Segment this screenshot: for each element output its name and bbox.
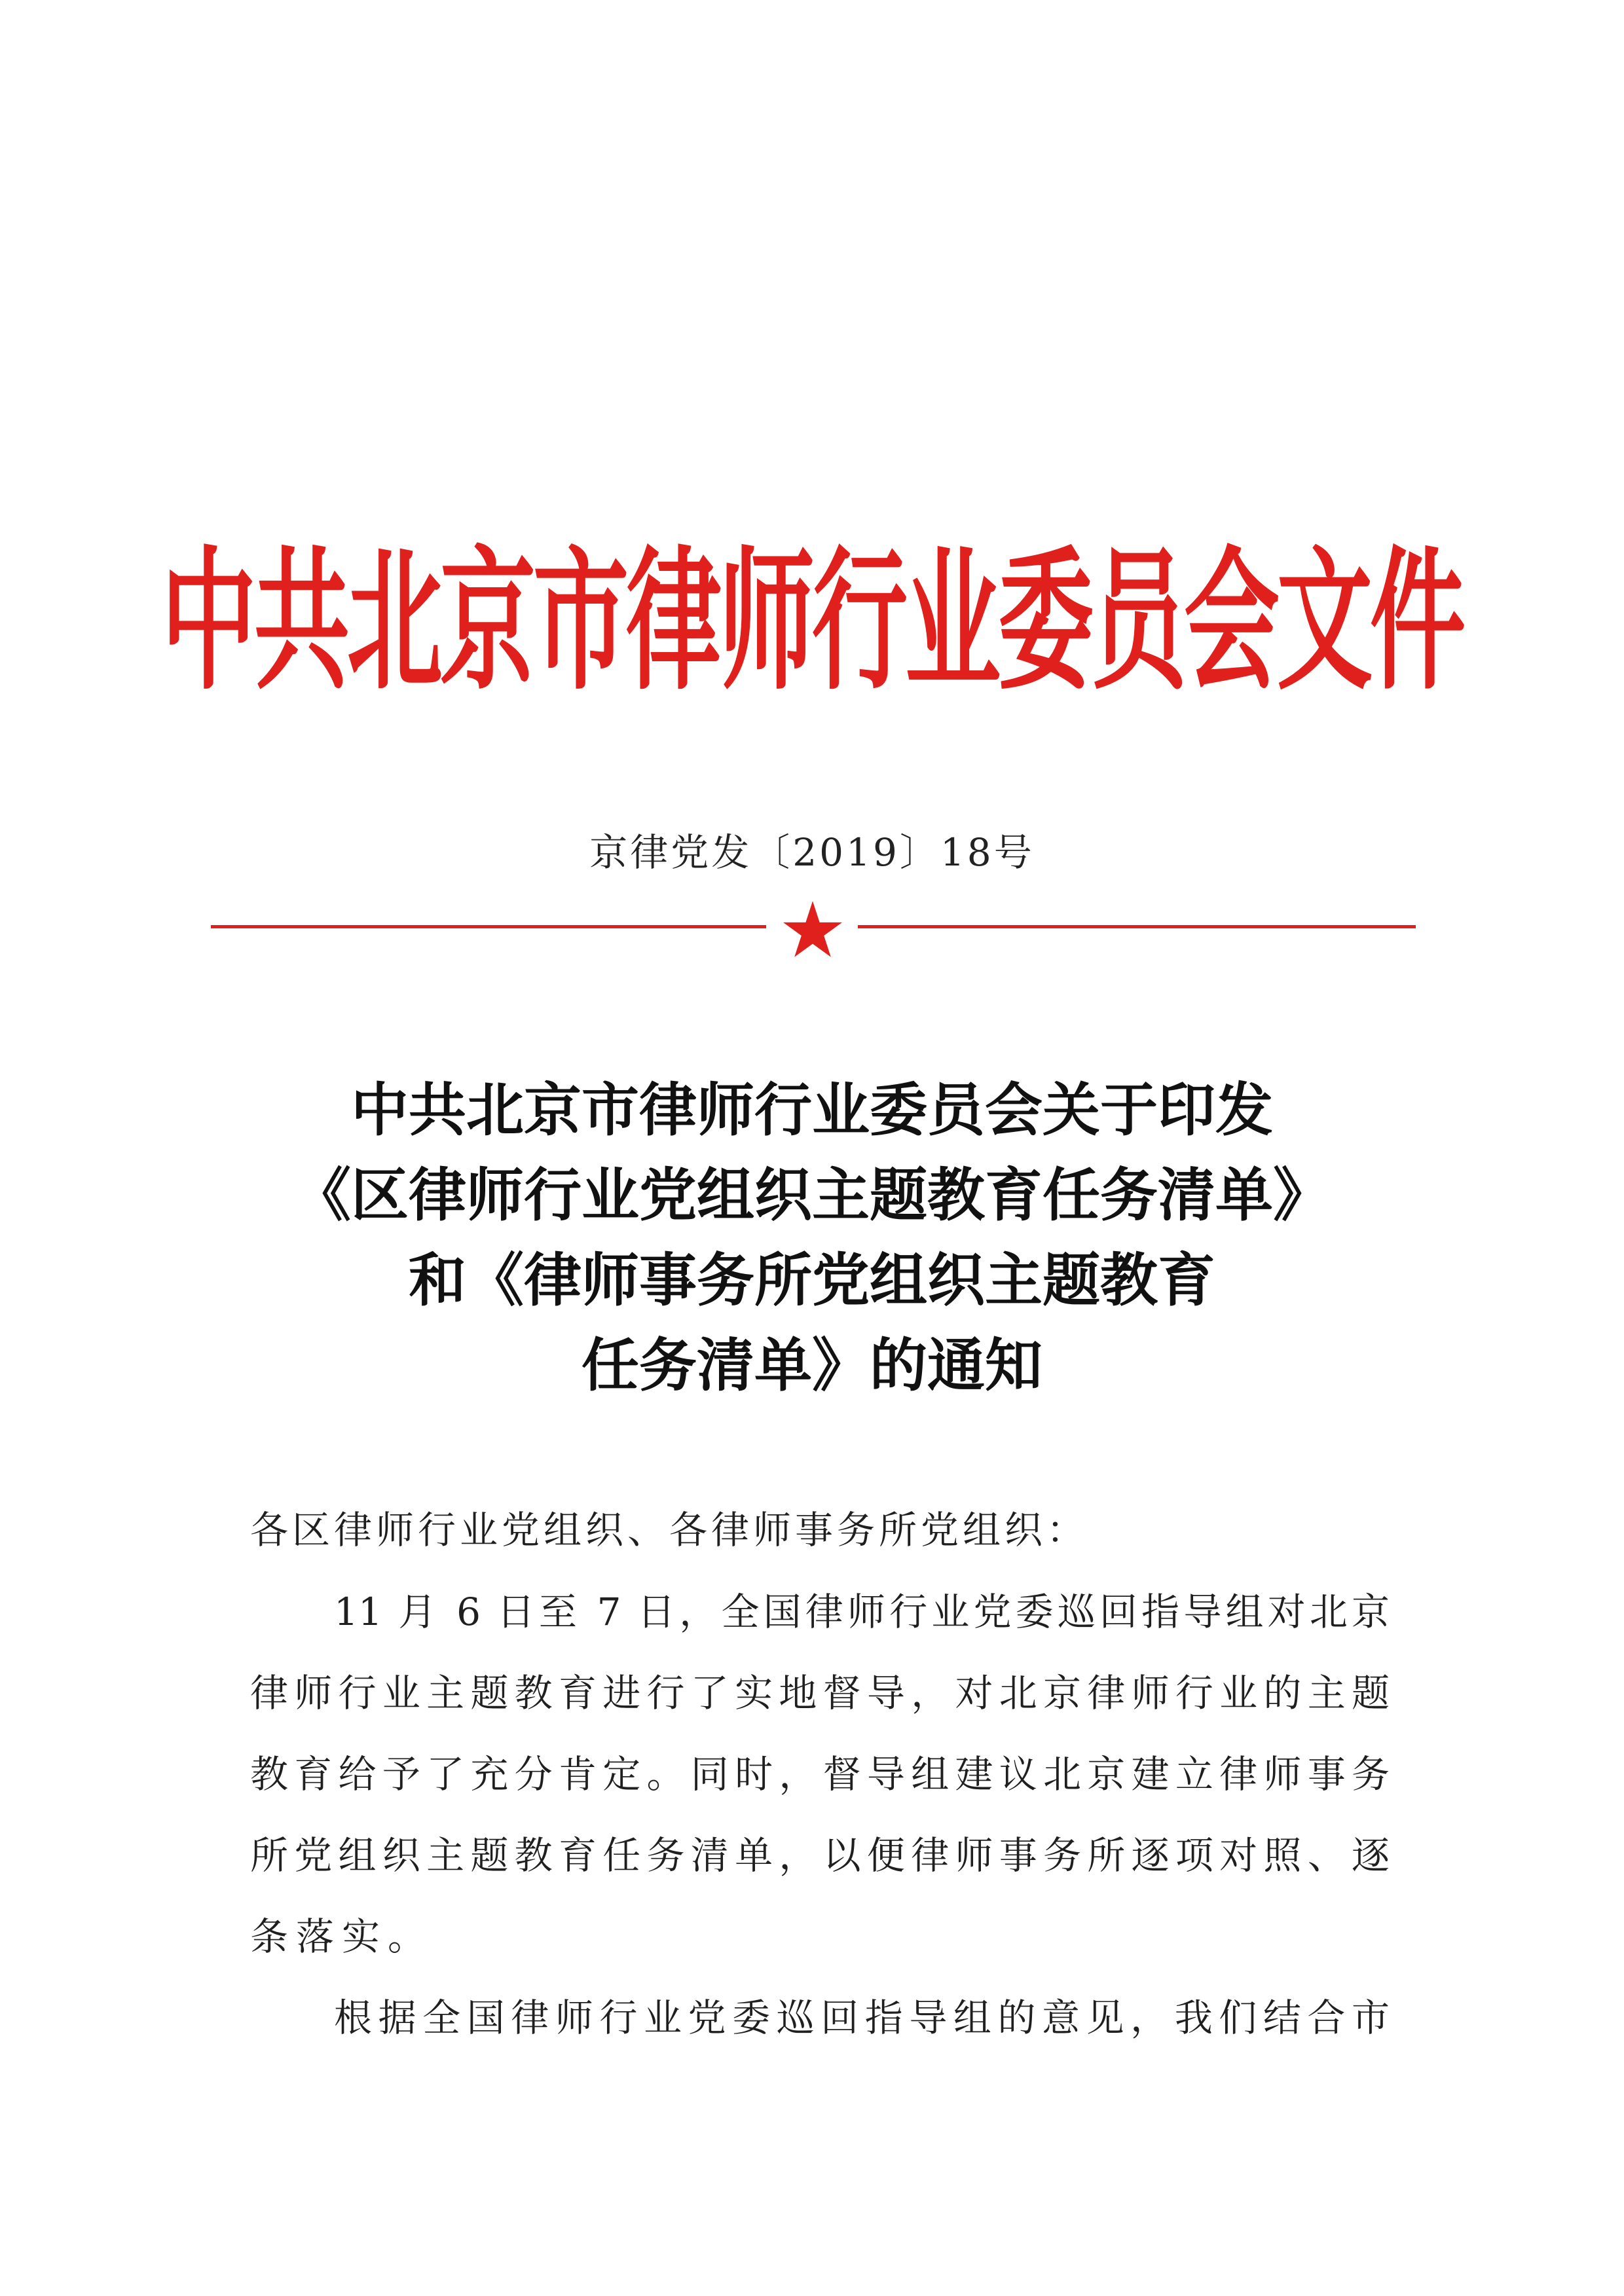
paragraph-line: 所党组织主题教育任务清单，以便律师事务所逐项对照、逐 [250, 1833, 1390, 1878]
paragraph-line: 根据全国律师行业党委巡回指导组的意见，我们结合市 [334, 1995, 1390, 2040]
paragraph-line: 教育给予了充分肯定。同时，督导组建议北京建立律师事务 [250, 1752, 1390, 1796]
red-rule-right [858, 925, 1416, 928]
title-line: 和《律师事务所党组织主题教育 [408, 1246, 1215, 1314]
title-line: 中共北京市律师行业委员会关于印发 [350, 1076, 1273, 1144]
masthead: 中共北京市律师行业委员会文件 [161, 533, 1463, 711]
paragraph-line: 律师行业主题教育进行了实地督导，对北京律师行业的主题 [250, 1671, 1390, 1715]
title-line: 《区律师行业党组织主题教育任务清单》 [293, 1161, 1331, 1229]
paragraph-line: 条落实。 [250, 1914, 434, 1959]
title-line: 任务清单》的通知 [581, 1331, 1043, 1399]
salutation: 各区律师行业党组织、各律师事务所党组织： [250, 1508, 1089, 1552]
star-icon [783, 901, 842, 957]
document-number: 京律党发〔2019〕18号 [589, 830, 1035, 875]
document-title [0, 1067, 1624, 1408]
paragraph-2 [250, 1977, 1390, 2058]
red-rule-left [211, 925, 766, 928]
paragraph-1 [250, 1571, 1390, 1977]
paragraph-line: 11 月 6 日至 7 日，全国律师行业党委巡回指导组对北京 [334, 1590, 1390, 1634]
